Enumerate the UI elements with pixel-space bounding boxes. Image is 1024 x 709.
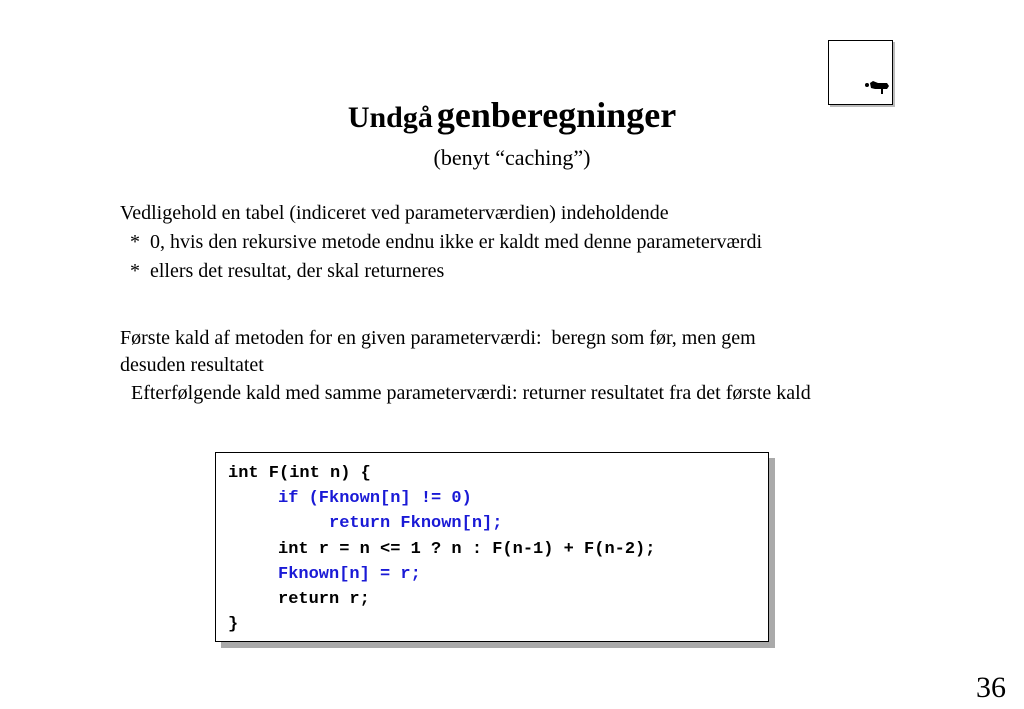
code-line-1: int F(int n) { [228, 464, 371, 483]
body-line-5: desuden resultatet [120, 354, 264, 376]
code-line-7: } [228, 615, 239, 634]
body-line-1: Vedligehold en tabel (indiceret ved parameterværdien) indeholdende [120, 202, 669, 224]
code-line-3: return Fknown[n]; [329, 514, 503, 533]
code-box [215, 452, 769, 642]
body-line-4: Første kald af metoden for en given parameterværdi: beregn som før, men gem [120, 327, 756, 349]
page-number: 36 [976, 671, 1006, 704]
title-part-2: genberegninger [436, 95, 677, 135]
body-line-6: Efterfølgende kald med samme parameterværdi: returner resultatet fra det første kald [131, 382, 811, 404]
code-line-5: Fknown[n] = r; [278, 565, 421, 584]
code-line-2: if (Fknown[n] != 0) [278, 489, 472, 508]
code-line-4: int r = n <= 1 ? n : F(n-1) + F(n-2); [278, 540, 656, 559]
title-part-1: Undgå [347, 101, 433, 134]
body-bullet-1: * 0, hvis den rekursive metode endnu ikke er kaldt med denne parameterværdi [120, 231, 763, 253]
body-bullet-2: * ellers det resultat, der skal returneres [120, 260, 445, 282]
page-subtitle: (benyt “caching”) [433, 145, 591, 170]
page-title [0, 93, 1024, 145]
code-line-6: return r; [278, 590, 370, 609]
